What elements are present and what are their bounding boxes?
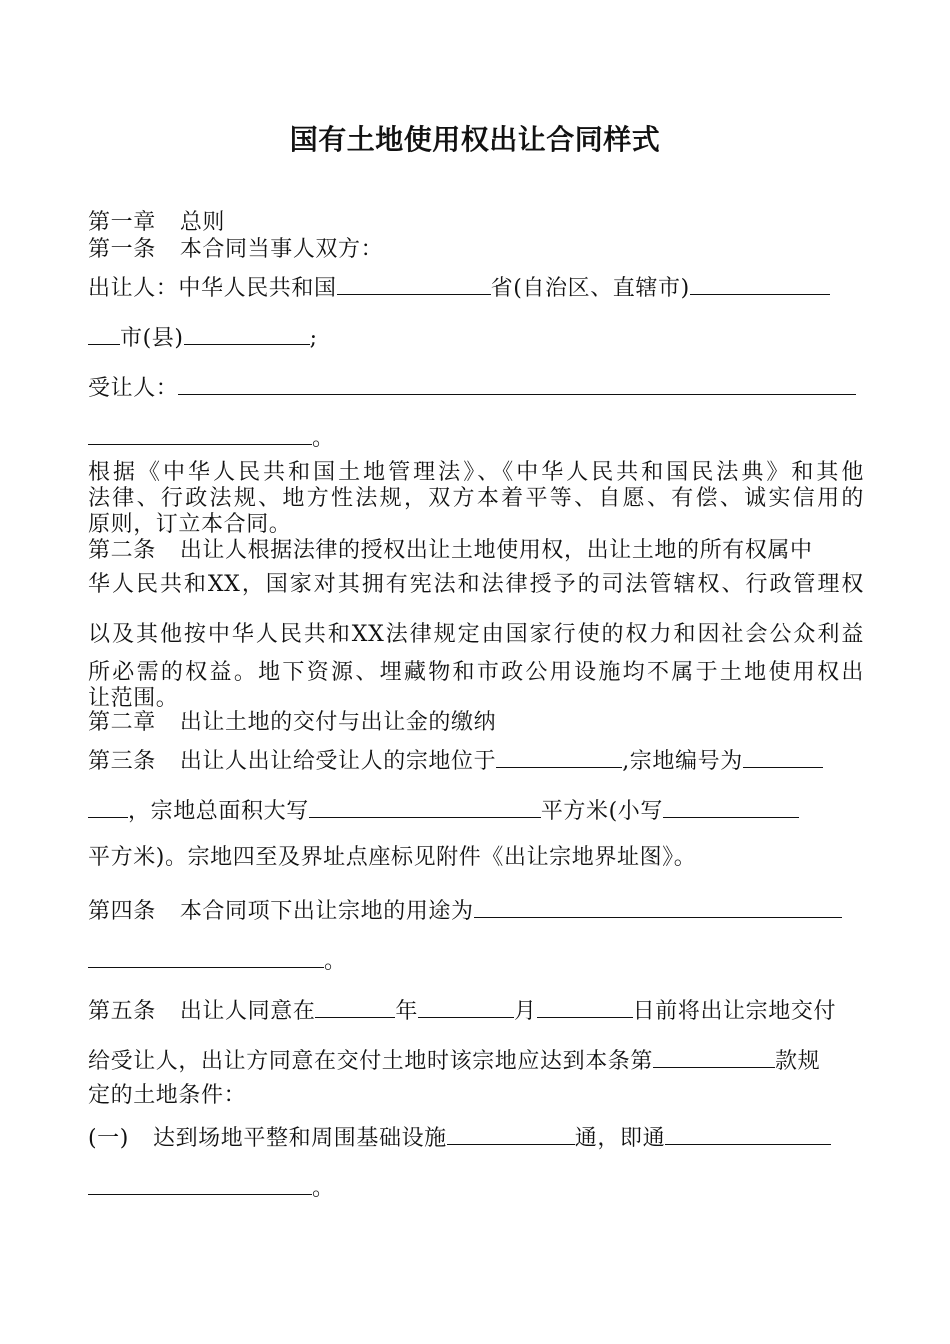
parcel-number-blank[interactable]: [743, 743, 823, 768]
article-text: 出让人根据法律的授权出让土地使用权，出让土地的所有权属中: [179, 538, 813, 563]
year-blank[interactable]: [315, 993, 395, 1018]
article-text: 本合同当事人双方：: [179, 237, 384, 262]
article-text: 给受让人，出让方同意在交付土地时该宗地应达到本条第: [88, 1049, 654, 1074]
infrastructure-list-blank-continued[interactable]: [88, 1170, 312, 1195]
line-end: 。: [324, 949, 347, 974]
article-3-line-2: [88, 793, 864, 823]
article-5-line-3: 定的土地条件：: [88, 1083, 247, 1108]
transferee-blank-continued[interactable]: [88, 420, 312, 445]
article-number: 第三条: [88, 749, 156, 774]
transferee-line-1: [88, 370, 864, 400]
chapter-1-heading: [88, 208, 864, 238]
clause-number-blank[interactable]: [653, 1043, 775, 1068]
item-text: 通，即通: [574, 1126, 666, 1151]
transferor-label: 出让人：中华人民共和国: [88, 276, 337, 301]
area-uppercase-label: ，宗地总面积大写: [128, 799, 309, 824]
line-end: 。: [312, 426, 335, 451]
province-blank[interactable]: [337, 270, 491, 295]
article-text: 出让人出让给受让人的宗地位于: [179, 749, 497, 774]
item-text: 达到场地平整和周围基础设施: [152, 1126, 447, 1151]
article-number: 第一条: [88, 237, 156, 262]
chapter-number: 第一章: [88, 210, 156, 235]
location-blank[interactable]: [496, 743, 622, 768]
item-1-line-1: [88, 1120, 864, 1150]
area-lowercase-label: 平方米(小写: [540, 799, 663, 824]
chapter-2-heading: [88, 708, 864, 738]
article-number: 第二条: [88, 538, 156, 563]
basis-line-3: 原则，订立本合同。: [88, 512, 292, 537]
parcel-number-blank-continued[interactable]: [88, 793, 128, 818]
article-3-line-1: [88, 743, 864, 773]
transferor-line-1: [88, 270, 864, 300]
delivery-text: 日前将出让宗地交付: [632, 999, 837, 1024]
article-1: [88, 235, 864, 265]
year-label: 年: [395, 999, 419, 1024]
month-blank[interactable]: [418, 993, 514, 1018]
article-3-line-3: 平方米)。宗地四至及界址点座标见附件《出让宗地界址图》。: [88, 845, 697, 870]
article-2-line-4: 所必需的权益。地下资源、埋藏物和市政公用设施均不属于土地使用权出: [88, 660, 864, 685]
article-2-line-1: [88, 536, 864, 566]
transferee-blank[interactable]: [178, 370, 856, 395]
county-blank[interactable]: [184, 320, 310, 345]
chapter-name: 出让土地的交付与出让金的缴纳: [179, 710, 497, 735]
land-use-blank[interactable]: [474, 893, 842, 918]
chapter-name: 总则: [179, 210, 226, 235]
province-suffix: 省(自治区、直辖市): [490, 276, 690, 301]
infrastructure-count-blank[interactable]: [447, 1120, 575, 1145]
line-end: 。: [312, 1176, 335, 1201]
city-blank-prefix[interactable]: [88, 320, 120, 345]
article-text: 款规: [775, 1049, 821, 1074]
area-lowercase-blank[interactable]: [663, 793, 799, 818]
article-2-line-5: 让范围。: [88, 686, 179, 711]
basis-line-1: 根据《中华人民共和国土地管理法》、《中华人民共和国民法典》和其他: [88, 460, 864, 485]
transferee-label: 受让人：: [88, 376, 179, 401]
day-blank[interactable]: [537, 993, 633, 1018]
chapter-number: 第二章: [88, 710, 156, 735]
province-blank-continued[interactable]: [690, 270, 830, 295]
article-2-line-3: 以及其他按中华人民共和XX法律规定由国家行使的权力和因社会公众利益: [88, 622, 864, 647]
item-number: (一): [88, 1126, 129, 1151]
month-label: 月: [514, 999, 537, 1024]
transferor-line-2: [88, 320, 864, 350]
article-5-line-1: [88, 993, 864, 1023]
article-text: 本合同项下出让宗地的用途为: [179, 899, 474, 924]
infrastructure-list-blank[interactable]: [665, 1120, 831, 1145]
area-uppercase-blank[interactable]: [309, 793, 541, 818]
article-number: 第四条: [88, 899, 156, 924]
article-4-line-2: [88, 943, 864, 973]
line-end: ;: [309, 326, 318, 351]
parcel-number-label: ,宗地编号为: [622, 749, 743, 774]
item-1-line-2: [88, 1170, 864, 1200]
basis-line-2: 法律、行政法规、地方性法规，双方本着平等、自愿、有偿、诚实信用的: [88, 486, 864, 511]
article-text: 出让人同意在: [179, 999, 316, 1024]
article-4-line-1: [88, 893, 864, 923]
land-use-blank-continued[interactable]: [88, 943, 324, 968]
city-label: 市(县): [120, 326, 184, 351]
article-number: 第五条: [88, 999, 156, 1024]
transferee-line-2: [88, 420, 864, 450]
article-2-line-2: 华人民共和XX，国家对其拥有宪法和法律授予的司法管辖权、行政管理权: [88, 572, 864, 597]
document-title: 国有土地使用权出让合同样式: [289, 123, 661, 156]
article-5-line-2: [88, 1043, 864, 1073]
